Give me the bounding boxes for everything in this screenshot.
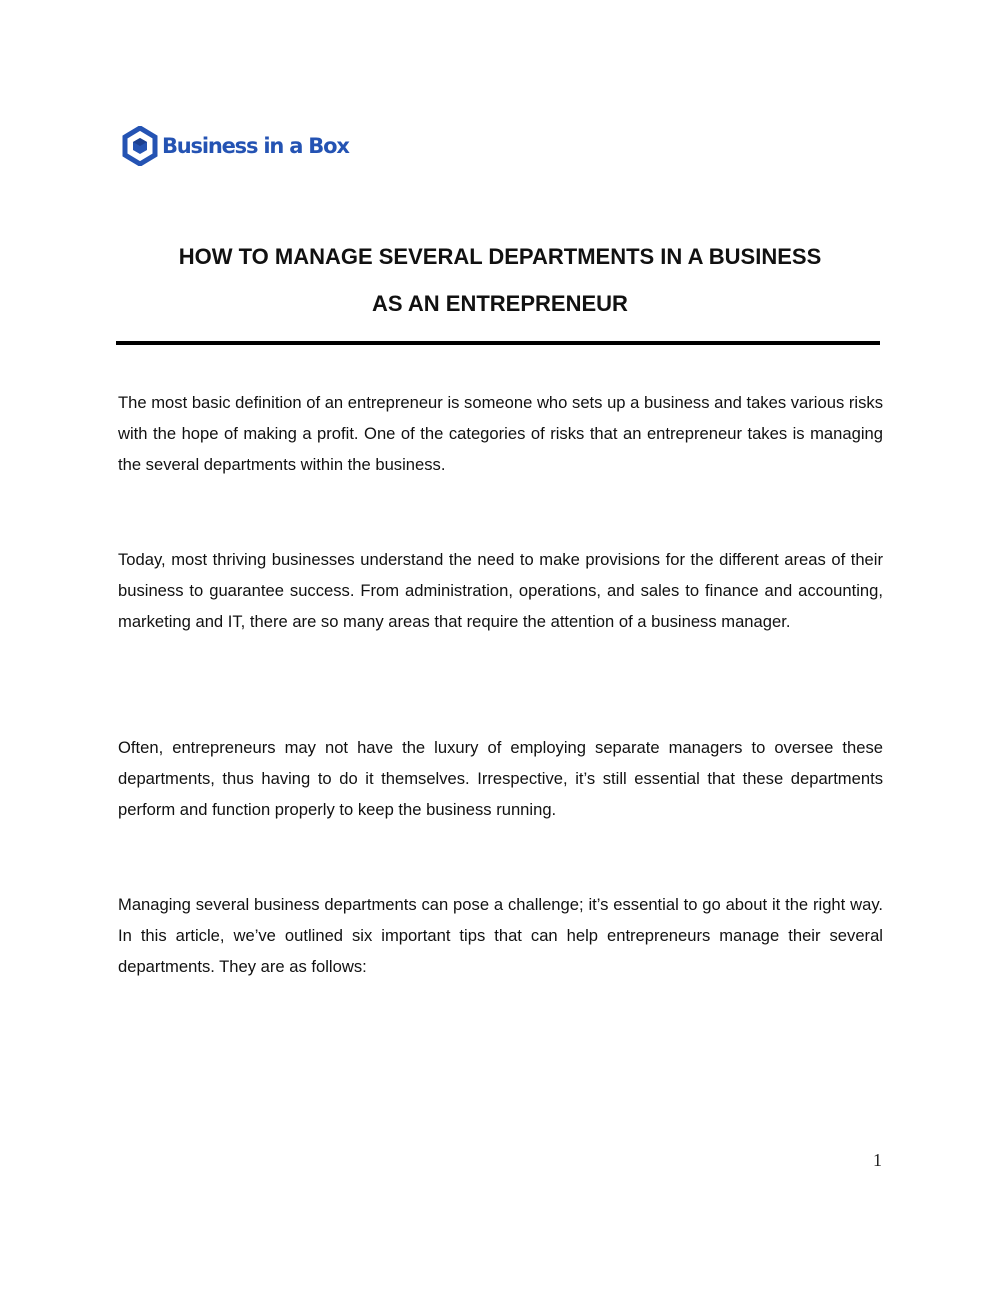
paragraph-4: Managing several business departments can pose a challenge; it’s essential to go about it the right way. In this article, we’ve outlined six important tips that can help entrepreneurs manage their several departments. They are as follows: [118,895,883,977]
document-title-line-1: HOW TO MANAGE SEVERAL DEPARTMENTS IN A BUSINESS [178,244,822,269]
paragraph-3: Often, entrepreneurs may not have the luxury of employing separate managers to oversee these departments, thus having to do it themselves. Irrespective, it’s still essential that these departments perform and function properly to keep the business running. [118,738,883,820]
logo-text: Business in a Box [162,134,349,158]
paragraph-1: The most basic definition of an entrepreneur is someone who sets up a business and takes various risks with the hope of making a profit. One of the categories of risks that an entrepreneur takes is managing the several departments within the business. [118,393,883,475]
document-title-line-2: AS AN ENTREPRENEUR [372,291,628,316]
business-in-a-box-logo [122,126,349,166]
hexagon-box-icon [122,126,158,166]
page-number: 1 [873,1150,882,1170]
title-divider [116,341,880,345]
paragraph-2: Today, most thriving businesses understand the need to make provisions for the different areas of their business to guarantee success. From administration, operations, and sales to finance and accounting, marketing and IT, there are so many areas that require the attention of a business manager. [118,550,883,632]
